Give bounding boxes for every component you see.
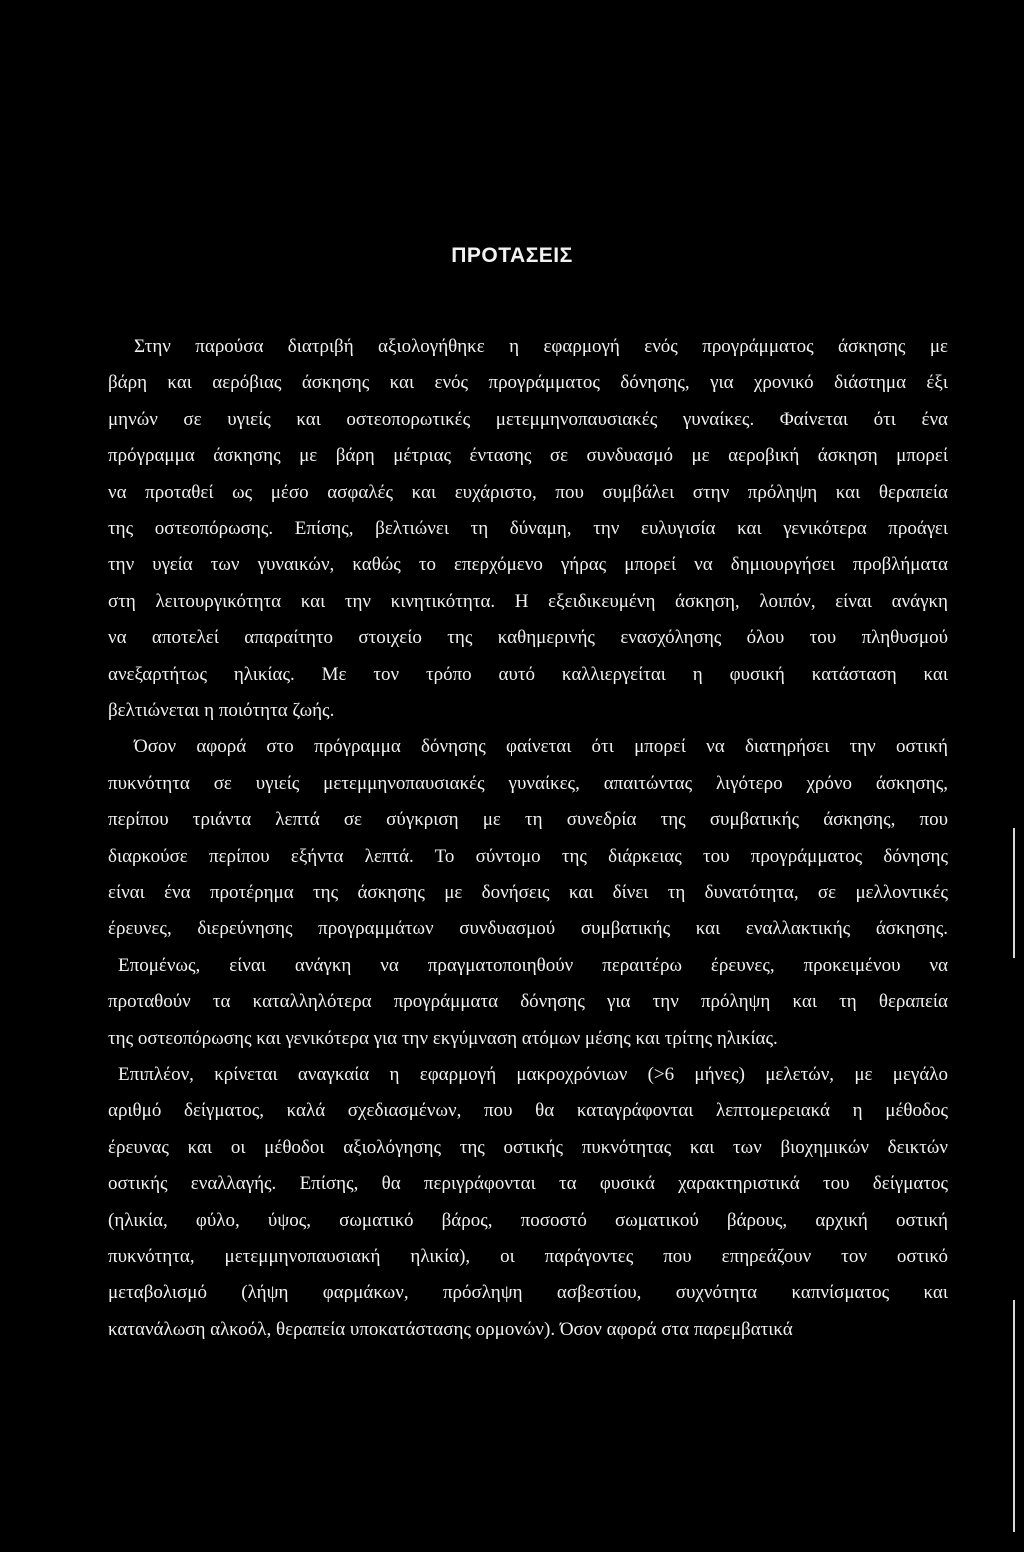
text-line: της οστεοπόρωσης. Επίσης, βελτιώνει τη δύναμη, την ευλυγισία και γενικότερα προάγει [108, 518, 948, 539]
text-line: Επομένως, είναι ανάγκη να πραγματοποιηθούν περαιτέρω έρευνες, προκειμένου να [118, 954, 948, 976]
text-line: αριθμό δείγματος, καλά σχεδιασμένων, που θα καταγράφονται λεπτομερειακά η μέθοδος [108, 1100, 948, 1122]
text-line: Επιπλέον, κρίνεται αναγκαία η εφαρμογή μακροχρόνιων (>6 μήνες) μελετών, με μεγάλο [118, 1064, 948, 1085]
text-line: της οστεοπόρωσης και γενικότερα για την εκγύμναση ατόμων μέσης και τρίτης ηλικίας. [108, 1027, 778, 1049]
text-line: βελτιώνεται η ποιότητα ζωής. [108, 700, 335, 721]
text-line: να αποτελεί απαραίτητο στοιχείο της καθημερινής ενασχόλησης όλου του πληθυσμού [108, 627, 948, 649]
text-line: κατανάλωση αλκοόλ, θεραπεία υποκατάστασης ορμονών). Όσον αφορά στα παρεμβατικά [108, 1318, 793, 1340]
text-line: πυκνότητα σε υγιείς μετεμμηνοπαυσιακές γυναίκες, απαιτώντας λιγότερο χρόνο άσκησης, [108, 772, 948, 794]
text-line: (ηλικία, φύλο, ύψος, σωματικό βάρος, ποσοστό σωματικού βάρους, αρχική οστική [108, 1209, 948, 1231]
text-line: οστικής εναλλαγής. Επίσης, θα περιγράφονται τα φυσικά χαρακτηριστικά του δείγματος [108, 1173, 948, 1195]
text-line: μεταβολισμό (λήψη φαρμάκων, πρόσληψη ασβεστίου, συχνότητα καπνίσματος και [108, 1282, 948, 1304]
text-line: βάρη και αερόβιας άσκησης και ενός προγράμματος δόνησης, για χρονικό διάστημα έξι [108, 372, 948, 394]
text-line: έρευνες, διερεύνησης προγραμμάτων συνδυασμού συμβατικής και εναλλακτικής άσκησης. [108, 918, 948, 940]
text-line: Στην παρούσα διατριβή αξιολογήθηκε η εφαρμογή ενός προγράμματος άσκησης με [134, 336, 948, 357]
text-line: περίπου τριάντα λεπτά σε σύγκριση με τη συνεδρία της συμβατικής άσκησης, που [108, 809, 948, 831]
text-line: να προταθεί ως μέσο ασφαλές και ευχάριστο, που συμβάλει στην πρόληψη και θεραπεία [108, 481, 948, 503]
scan-edge-mark [1013, 1300, 1015, 1532]
text-line: είναι ένα προτέρημα της άσκησης με δονήσεις και δίνει τη δυνατότητα, σε μελλοντικές [108, 882, 948, 903]
text-line: πρόγραμμα άσκησης με βάρη μέτριας έντασης σε συνδυασμό με αεροβική άσκηση μπορεί [108, 445, 948, 467]
scan-edge-mark [1013, 828, 1015, 958]
text-line: έρευνας και οι μέθοδοι αξιολόγησης της οστικής πυκνότητας και των βιοχημικών δεικτών [108, 1136, 948, 1158]
text-line: μηνών σε υγιείς και οστεοπορωτικές μετεμμηνοπαυσιακές γυναίκες. Φαίνεται ότι ένα [108, 408, 948, 430]
text-line: την υγεία των γυναικών, καθώς το επερχόμενο γήρας μπορεί να δημιουργήσει προβλήματα [108, 554, 948, 576]
text-line: πυκνότητα, μετεμμηνοπαυσιακή ηλικία), οι παράγοντες που επηρεάζουν τον οστικό [108, 1246, 948, 1267]
text-line: προταθούν τα καταλληλότερα προγράμματα δόνησης για την πρόληψη και τη θεραπεία [108, 991, 948, 1013]
text-line: Όσον αφορά στο πρόγραμμα δόνησης φαίνεται ότι μπορεί να διατηρήσει την οστική [134, 736, 948, 758]
text-line: διαρκούσε περίπου εξήντα λεπτά. Το σύντομο της διάρκειας του προγράμματος δόνησης [108, 845, 948, 867]
page-title: ΠΡΟΤΑΣΕΙΣ [451, 244, 573, 267]
text-line: ανεξαρτήτως ηλικίας. Με τον τρόπο αυτό καλλιεργείται η φυσική κατάσταση και [108, 663, 948, 685]
text-line: στη λειτουργικότητα και την κινητικότητα. Η εξειδικευμένη άσκηση, λοιπόν, είναι ανάγκη [108, 590, 948, 612]
